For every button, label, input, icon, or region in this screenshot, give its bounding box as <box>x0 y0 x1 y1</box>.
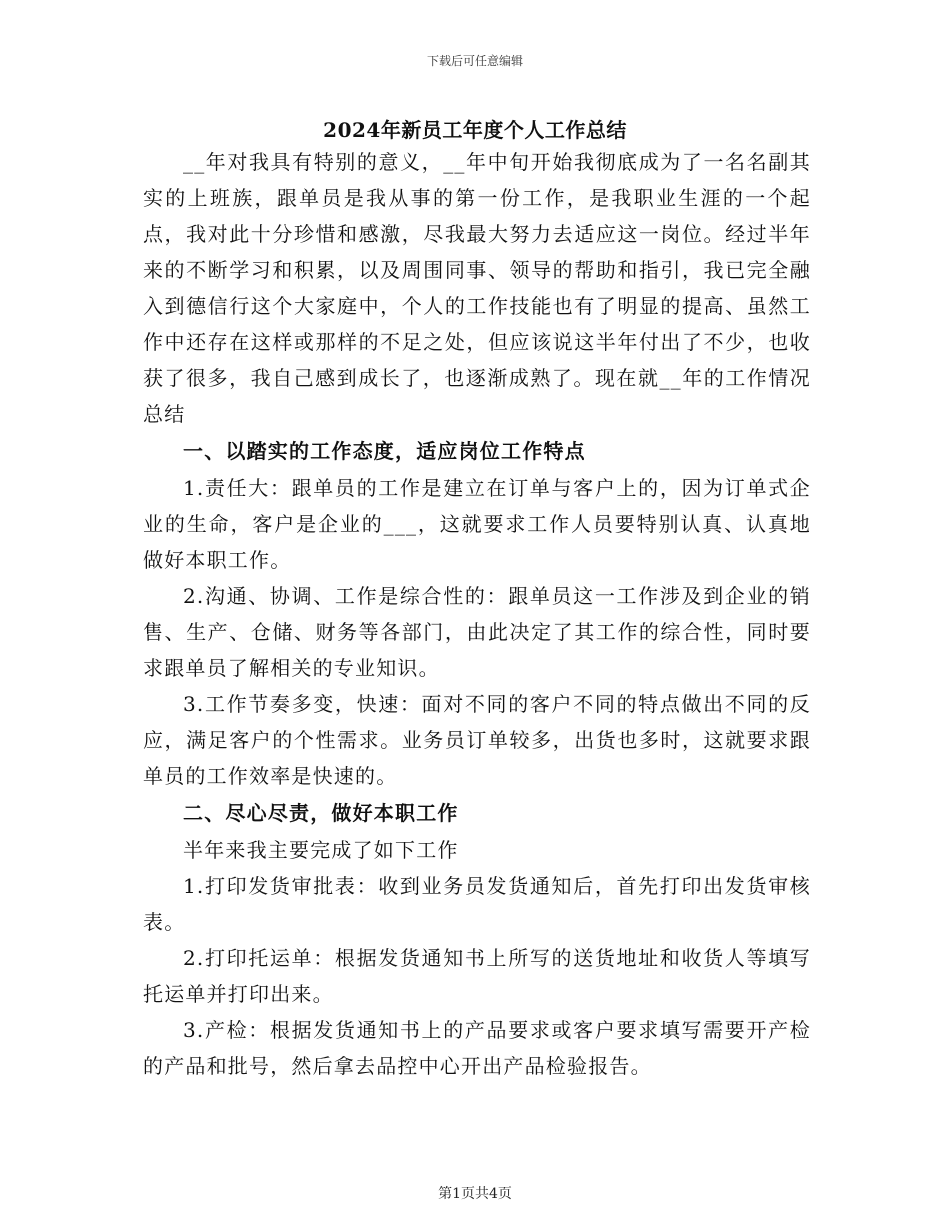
paragraph-print-approval: 1.打印发货审批表：收到业务员发货通知后，首先打印出发货审核表。 <box>143 874 811 934</box>
paragraph-work-summary-intro: 半年来我主要完成了如下工作 <box>183 838 459 862</box>
page-footer: 第1页共4页 <box>438 1186 512 1202</box>
paragraph-responsibility: 1.责任大：跟单员的工作是建立在订单与客户上的，因为订单式企业的生命，客户是企业的___，这就要求工作人员要特别认真、认真地做好本职工作。 <box>143 476 811 572</box>
header-note: 下载后可任意编辑 <box>426 54 523 68</box>
paragraph-communication: 2.沟通、协调、工作是综合性的：跟单员这一工作涉及到企业的销售、生产、仓储、财务等各部门，由此决定了其工作的综合性，同时要求跟单员了解相关的专业知识。 <box>143 584 811 680</box>
paragraph-inspection: 3.产检：根据发货通知书上的产品要求或客户要求填写需要开产检的产品和批号，然后拿去品控中心开出产品检验报告。 <box>143 1018 811 1078</box>
section-heading-2: 二、尽心尽责，做好本职工作 <box>183 801 459 825</box>
intro-paragraph: __年对我具有特别的意义，__年中旬开始我彻底成为了一名名副其实的上班族，跟单员是我从事的第一份工作，是我职业生涯的一个起点，我对此十分珍惜和感激，尽我最大努力去适应这一岗位。经过半年来的不断学习和积累，以及周围同事、领导的帮助和指引，我已完全融入到德信行这个大家庭中，个人的工作技能也有了明显的提高、虽然工作中还存在这样或那样的不足之处，但应该说这半年付出了不少，也收获了很多，我自己感到成长了，也逐渐成熟了。现在就__年的工作情况总结 <box>143 150 811 426</box>
section-heading-1: 一、以踏实的工作态度，适应岗位工作特点 <box>183 439 586 463</box>
paragraph-print-waybill: 2.打印托运单：根据发货通知书上所写的送货地址和收货人等填写托运单并打印出来。 <box>143 946 811 1006</box>
paragraph-work-pace: 3.工作节奏多变，快速：面对不同的客户不同的特点做出不同的反应，满足客户的个性需求。业务员订单较多，出货也多时，这就要求跟单员的工作效率是快速的。 <box>143 692 811 788</box>
document-title: 2024年新员工年度个人工作总结 <box>323 118 627 142</box>
document-body <box>143 144 811 1084</box>
